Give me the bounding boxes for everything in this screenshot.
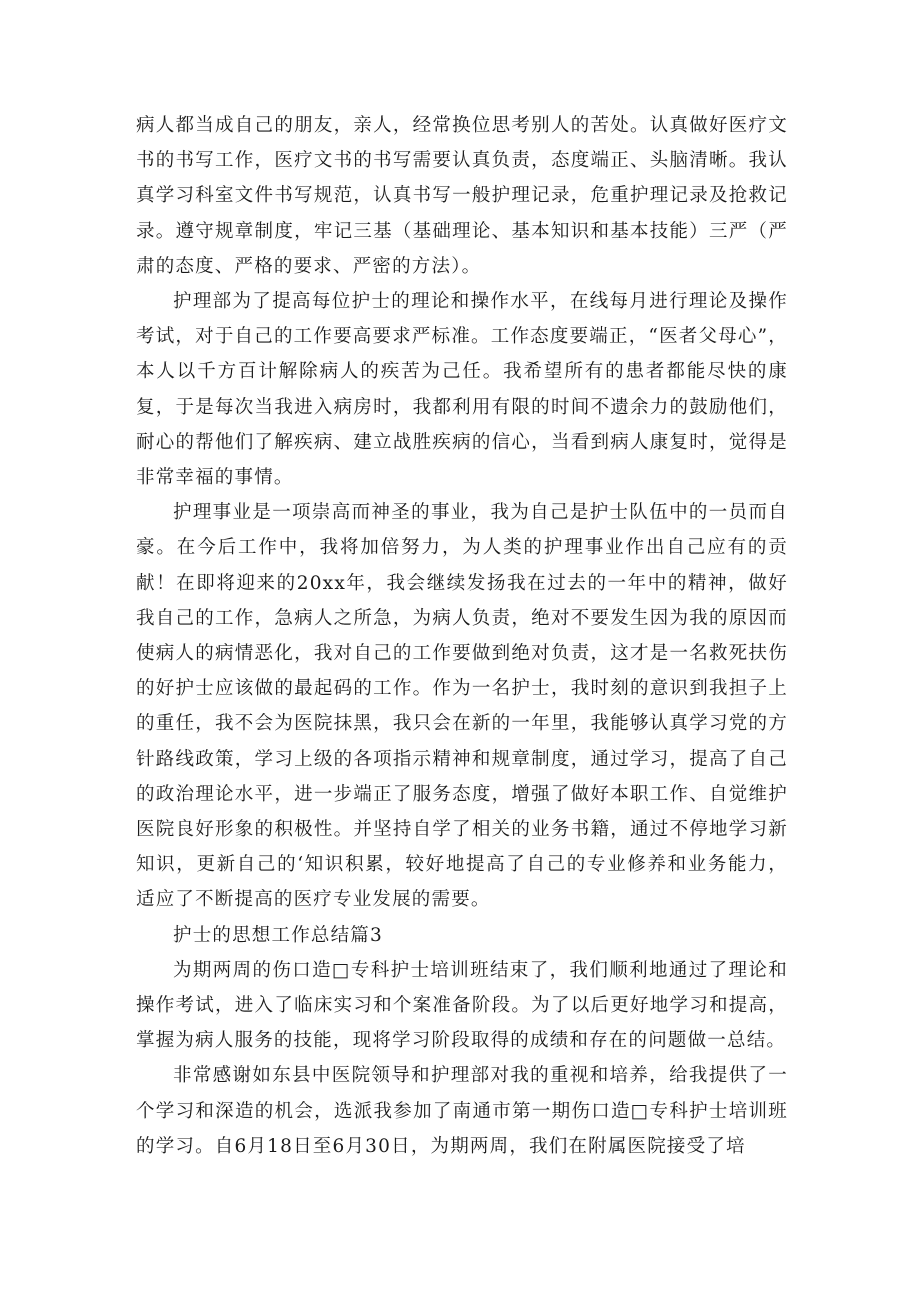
paragraph-2: 护理部为了提高每位护士的理论和操作水平，在线每月进行理论及操作考试，对于自己的工作要高要求严标准。工作态度要端正，“医者父母心”，本人以千方百计解除病人的疾苦为己任。我希望所有的患者都能尽快的康复，于是每次当我进入病房时，我都利用有限的时间不遗余力的鼓励他们，耐心的帮他们了解疾病、建立战胜疾病的信心，当看到病人康复时，觉得是非常幸福的事情。	[136, 291, 788, 489]
section-heading: 护士的思想工作总结篇3	[173, 924, 383, 946]
section-paragraph-2: 非常感谢如东县中医院领导和护理部对我的重视和培养，给我提供了一个学习和深造的机会，选派我参加了南通市第一期伤口造□专科护士培训班的学习。自6月18日至6月30日，为期两周，我们在附属医院接受了培	[136, 1065, 788, 1157]
document-body	[136, 108, 788, 1164]
paragraph-1: 病人都当成自己的朋友，亲人，经常换位思考别人的苦处。认真做好医疗文书的书写工作，医疗文书的书写需要认真负责，态度端正、头脑清晰。我认真学习科室文件书写规范，认真书写一般护理记录，危重护理记录及抢救记录。遵守规章制度，牢记三基（基础理论、基本知识和基本技能）三严（严肃的态度、严格的要求、严密的方法）。	[136, 115, 788, 277]
section-paragraph-1: 为期两周的伤口造□专科护士培训班结束了，我们顺利地通过了理论和操作考试，进入了临床实习和个案准备阶段。为了以后更好地学习和提高，掌握为病人服务的技能，现将学习阶段取得的成绩和存在的问题做一总结。	[136, 959, 788, 1052]
paragraph-3: 护理事业是一项崇高而神圣的事业，我为自己是护士队伍中的一员而自豪。在今后工作中，我将加倍努力，为人类的护理事业作出自己应有的贡献！在即将迎来的20xx年，我会继续发扬我在过去的一年中的精神，做好我自己的工作，急病人之所急，为病人负责，绝对不要发生因为我的原因而使病人的病情恶化，我对自己的工作要做到绝对负责，这才是一名救死扶伤的好护士应该做的最起码的工作。作为一名护士，我时刻的意识到我担子上的重任，我不会为医院抹黑，我只会在新的一年里，我能够认真学习党的方针路线政策，学习上级的各项指示精神和规章制度，通过学习，提高了自己的政治理论水平，进一步端正了服务态度，增强了做好本职工作、自觉维护医院良好形象的积极性。并坚持自学了相关的业务书籍，通过不停地学习新知识，更新自己的‘知识积累，较好地提高了自己的专业修养和业务能力，适应了不断提高的医疗专业发展的需要。	[136, 502, 788, 911]
